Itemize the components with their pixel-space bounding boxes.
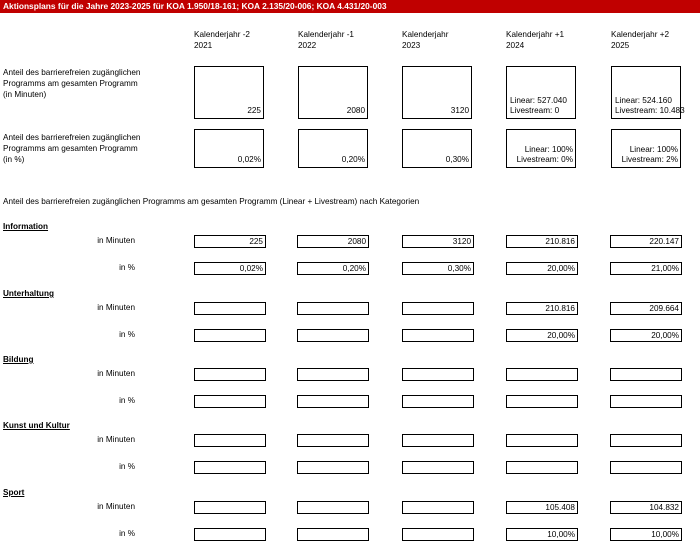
row-label-percent: in % [119,396,135,405]
column-header-year: 2021 [194,41,213,50]
kunst-und-kultur-percent-cell[interactable] [194,461,266,474]
row-label-minutes: in Minuten [97,435,135,444]
summary-percent-2021[interactable] [194,129,264,168]
information-percent-cell[interactable]: 0,20% [297,262,369,275]
cell-value [622,145,678,165]
sport-minutes-cell[interactable] [402,501,474,514]
unterhaltung-percent-cell[interactable]: 20,00% [506,329,578,342]
kunst-und-kultur-percent-cell[interactable] [610,461,682,474]
summary-minutes-2022[interactable] [298,66,368,119]
column-header-year: 2025 [611,41,630,50]
information-minutes-cell[interactable]: 2080 [297,235,369,248]
kunst-und-kultur-percent-cell[interactable] [297,461,369,474]
sport-percent-cell[interactable]: 10,00% [610,528,682,541]
row-label-percent: in % [119,462,135,471]
row-label-percent: in % [119,330,135,339]
information-minutes-cell[interactable]: 3120 [402,235,474,248]
kunst-und-kultur-minutes-cell[interactable] [610,434,682,447]
cell-value [615,96,685,116]
sport-percent-cell[interactable] [402,528,474,541]
column-header-label: Kalenderjahr +2 [611,30,670,39]
information-minutes-cell[interactable]: 225 [194,235,266,248]
cell-value: 3120 [450,106,469,115]
row-label-minutes: in Minuten [97,502,135,511]
linear-value: Linear: 527.040 [510,96,567,105]
row-label-minutes: in Minuten [97,369,135,378]
sport-minutes-cell[interactable] [194,501,266,514]
summary-minutes-2023[interactable] [402,66,472,119]
summary-minutes-2025[interactable] [611,66,685,119]
unterhaltung-minutes-cell[interactable]: 210.816 [506,302,578,315]
column-header-2025 [611,29,700,51]
column-header-label: Kalenderjahr -1 [298,30,354,39]
linear-value: Linear: 100% [629,145,678,154]
bildung-minutes-cell[interactable] [297,368,369,381]
cell-value: 225 [247,106,261,115]
sport-percent-cell[interactable] [194,528,266,541]
column-header-year: 2022 [298,41,317,50]
column-header-year: 2024 [506,41,525,50]
unterhaltung-minutes-cell[interactable] [297,302,369,315]
row-label-minutes: in Minuten [97,303,135,312]
bildung-percent-cell[interactable] [506,395,578,408]
summary-percent-2024[interactable] [506,129,576,168]
column-header-label: Kalenderjahr -2 [194,30,250,39]
unterhaltung-minutes-cell[interactable] [402,302,474,315]
bildung-percent-cell[interactable] [297,395,369,408]
row-label-percent: in % [119,529,135,538]
sport-minutes-cell[interactable]: 105.408 [506,501,578,514]
linear-value: Linear: 524.160 [615,96,672,105]
unterhaltung-minutes-cell[interactable]: 209.664 [610,302,682,315]
unterhaltung-percent-cell[interactable] [297,329,369,342]
cell-value: 2080 [346,106,365,115]
sport-minutes-cell[interactable] [297,501,369,514]
cell-value: 0,02% [237,155,261,164]
unterhaltung-percent-cell[interactable]: 20,00% [610,329,682,342]
bildung-minutes-cell[interactable] [610,368,682,381]
information-minutes-cell[interactable]: 220.147 [610,235,682,248]
kunst-und-kultur-minutes-cell[interactable] [506,434,578,447]
category-heading-bildung: Bildung [3,355,34,364]
summary-percent-2022[interactable] [298,129,368,168]
information-percent-cell[interactable]: 21,00% [610,262,682,275]
sport-percent-cell[interactable] [297,528,369,541]
column-header-2023 [402,29,492,51]
cell-value [517,145,573,165]
bildung-percent-cell[interactable] [610,395,682,408]
column-header-year: 2023 [402,41,421,50]
information-percent-cell[interactable]: 0,02% [194,262,266,275]
kunst-und-kultur-percent-cell[interactable] [402,461,474,474]
unterhaltung-percent-cell[interactable] [402,329,474,342]
category-heading-information: Information [3,222,49,231]
livestream-value: Livestream: 10.483 [615,106,685,115]
column-header-2024 [506,29,596,51]
kunst-und-kultur-minutes-cell[interactable] [402,434,474,447]
cell-value: 0,30% [445,155,469,164]
summary-minutes-2021[interactable] [194,66,264,119]
column-header-2021 [194,29,284,51]
information-percent-cell[interactable]: 0,30% [402,262,474,275]
summary-minutes-2024[interactable] [506,66,576,119]
column-header-label: Kalenderjahr [402,30,449,39]
summary-percent-label: Anteil des barrierefreien zugänglichen Programms am gesamten Programm (in %) [3,133,141,164]
categories-intro: Anteil des barrierefreien zugänglichen Programms am gesamten Programm (Linear + Livestream) nach Kategorien [3,197,420,206]
linear-value: Linear: 100% [524,145,573,154]
livestream-value: Livestream: 0% [516,155,573,164]
bildung-minutes-cell[interactable] [402,368,474,381]
cell-value: 0,20% [341,155,365,164]
category-heading-sport: Sport [3,488,25,497]
summary-percent-2023[interactable] [402,129,472,168]
column-header-2022 [298,29,388,51]
row-label-percent: in % [119,263,135,272]
category-heading-unterhaltung: Unterhaltung [3,289,54,298]
sport-percent-cell[interactable]: 10,00% [506,528,578,541]
row-label-minutes: in Minuten [97,236,135,245]
livestream-value: Livestream: 0 [510,106,560,115]
sport-minutes-cell[interactable]: 104.832 [610,501,682,514]
cell-value [510,96,567,116]
category-heading-kunst-und-kultur: Kunst und Kultur [3,421,70,430]
unterhaltung-percent-cell[interactable] [194,329,266,342]
livestream-value: Livestream: 2% [621,155,678,164]
kunst-und-kultur-minutes-cell[interactable] [194,434,266,447]
bildung-percent-cell[interactable] [194,395,266,408]
kunst-und-kultur-percent-cell[interactable] [506,461,578,474]
bildung-minutes-cell[interactable] [194,368,266,381]
column-header-label: Kalenderjahr +1 [506,30,565,39]
kunst-und-kultur-minutes-cell[interactable] [297,434,369,447]
summary-percent-2025[interactable] [611,129,681,168]
bildung-minutes-cell[interactable] [506,368,578,381]
bildung-percent-cell[interactable] [402,395,474,408]
unterhaltung-minutes-cell[interactable] [194,302,266,315]
summary-minutes-label: Anteil des barrierefreien zugänglichen Programms am gesamten Programm (in Minuten) [3,68,141,99]
document-title: Aktionsplans für die Jahre 2023-2025 für KOA 1.950/18-161; KOA 2.135/20-006; KOA 4.431/20-003 [0,0,700,13]
information-minutes-cell[interactable]: 210.816 [506,235,578,248]
information-percent-cell[interactable]: 20,00% [506,262,578,275]
